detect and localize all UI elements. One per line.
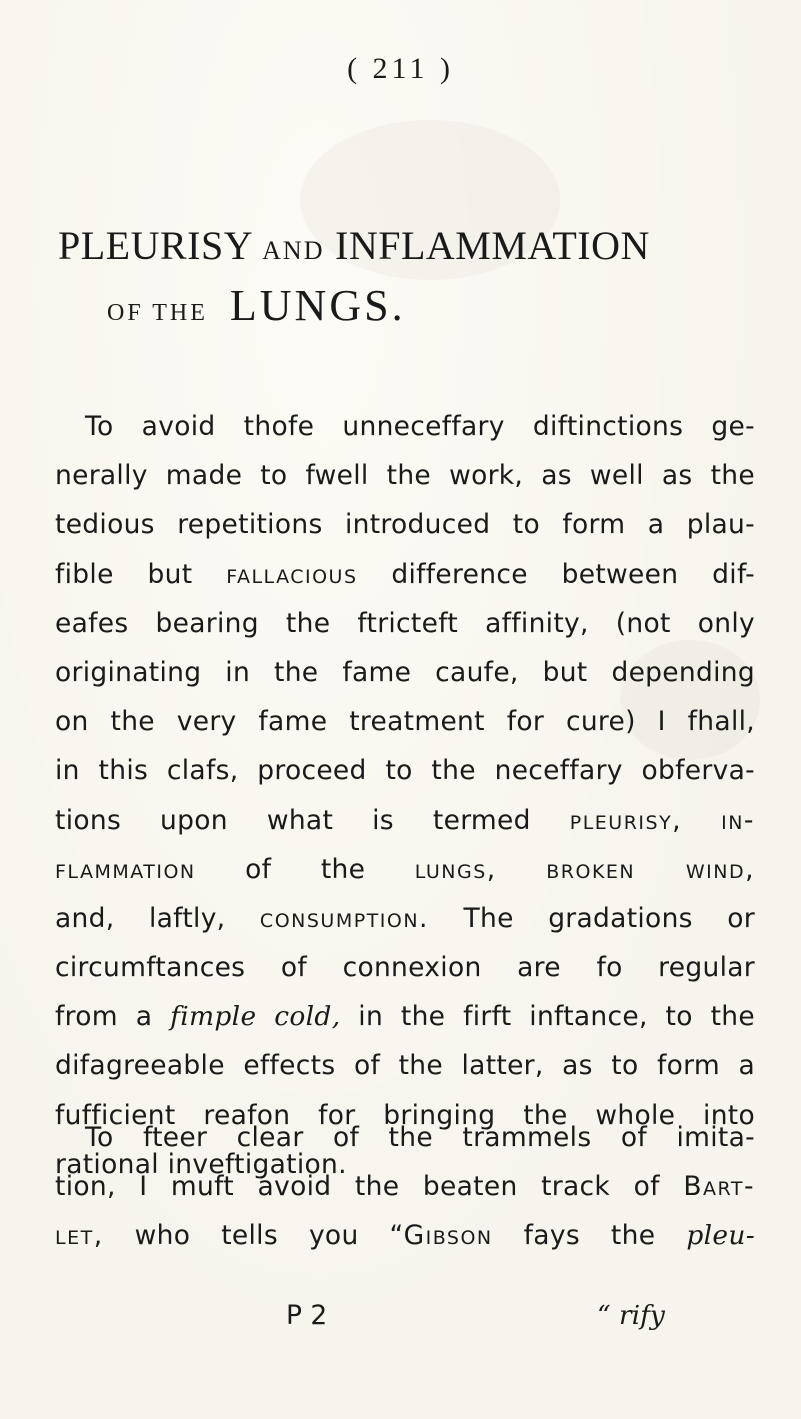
text-fragment: in- [721, 804, 755, 836]
emphasis-pleurisy: pleurisy, [569, 804, 683, 836]
text-line: To avoid thofe unneceffary diftinctions ge- [85, 411, 755, 442]
text-line [55, 845, 755, 894]
text-line [55, 550, 755, 599]
emphasis-bartlet: Bart- [683, 1171, 756, 1203]
text-line: fufficient reafon for bringing the whole into [55, 1099, 755, 1131]
text-fragment: and, laftly, [55, 902, 226, 934]
text-line: originating in the fame caufe, but depending [55, 656, 755, 688]
catchword: “ rify [597, 1300, 665, 1331]
text-fragment: fible but [55, 558, 193, 590]
emphasis-consumption: consumption. [259, 902, 429, 934]
text-fragment: tion, I muft avoid the beaten track of [55, 1171, 660, 1203]
chapter-title-line-1 [58, 222, 758, 269]
text-line [55, 894, 755, 943]
text-line: rational inveftigation. [55, 1148, 347, 1180]
text-line [55, 1211, 755, 1260]
text-line [55, 1162, 755, 1211]
emphasis-fallacious: fallacious [226, 558, 358, 590]
text-fragment: in the firft inftance, to the [358, 1001, 755, 1033]
text-fragment: who tells you “ [134, 1220, 404, 1252]
text-fragment: difference between dif- [391, 558, 755, 590]
text-fragment: tions upon what is termed [55, 804, 531, 836]
text-line: tedious repetitions introduced to form a plau- [55, 509, 755, 541]
emphasis-broken-wind: broken wind, [546, 853, 756, 885]
emphasis-lungs: lungs, [414, 853, 497, 885]
text-line [55, 992, 755, 1041]
text-line: in this clafs, proceed to the neceffary obferva- [55, 755, 755, 787]
emphasis-simple-cold: fimple cold, [170, 1001, 341, 1033]
paragraph-2 [55, 1113, 755, 1261]
text-fragment: fays the [523, 1220, 656, 1252]
title-word-of-the: OF THE [107, 300, 208, 326]
text-line: eafes bearing the ftricteft affinity, (not only [55, 607, 755, 639]
page-number: ( 211 ) [347, 52, 454, 85]
text-line: circumftances of connexion are fo regular [55, 952, 755, 984]
emphasis-bartlet-cont: let, [55, 1220, 104, 1252]
emphasis-inflammation: flammation [55, 853, 196, 885]
text-line [55, 796, 755, 845]
text-fragment: of the [245, 853, 366, 885]
text-fragment: from a [55, 1001, 153, 1033]
paragraph-1 [55, 402, 755, 1189]
text-line: To fteer clear of the trammels of imita- [85, 1122, 755, 1153]
emphasis-gibson: Gibson [403, 1220, 493, 1252]
emphasis-pleu: pleu- [686, 1220, 755, 1252]
title-word-lungs: LUNGS. [229, 281, 406, 330]
chapter-title-line-2 [107, 280, 406, 331]
title-word-inflammation: INFLAMMATION [335, 223, 650, 268]
signature-mark: P 2 [286, 1300, 328, 1331]
title-word-and: AND [262, 236, 325, 265]
page-footer [0, 1300, 801, 1340]
text-fragment: The gradations or [463, 902, 755, 934]
title-word-pleurisy: PLEURISY [58, 223, 252, 268]
text-line: difagreeable effects of the latter, as to form a [55, 1050, 755, 1082]
text-line: on the very fame treatment for cure) I fhall, [55, 706, 755, 738]
text-line: nerally made to fwell the work, as well as the [55, 460, 755, 492]
